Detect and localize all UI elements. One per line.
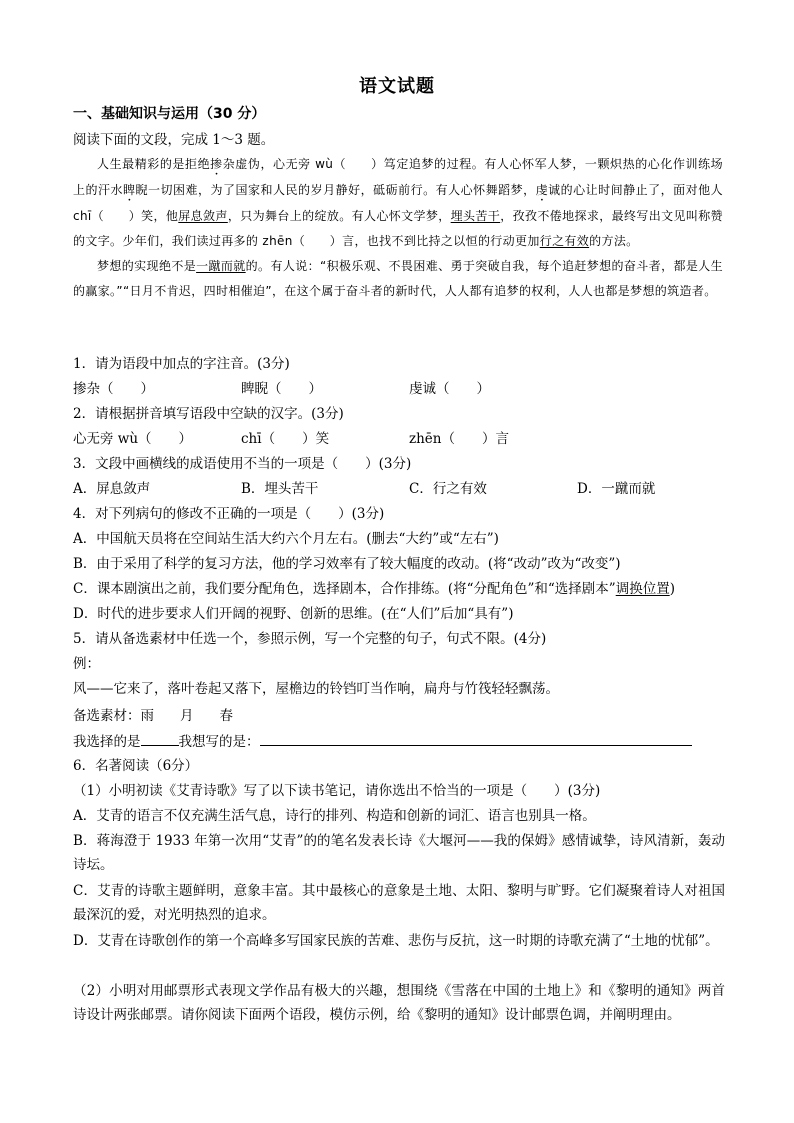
q3-option-c: C．行之有效 (409, 481, 487, 497)
q2-item: chī（ ）笑 (241, 431, 330, 447)
question-3-options (73, 479, 655, 499)
question-1-items (73, 379, 490, 399)
section-intro: 阅读下面的文段，完成 1～3 题。 (73, 132, 275, 148)
q5-example-label: 例： (73, 656, 100, 672)
q1-item: 睥睨（ ） (241, 381, 322, 397)
underlined-idiom: 屏息敛声 (178, 209, 228, 223)
sentence-answer-blank[interactable] (260, 731, 692, 746)
material-choice-blank[interactable] (141, 731, 179, 746)
section-heading: 一、基础知识与运用（30 分） (73, 106, 266, 122)
dotted-char: 掺 (210, 157, 223, 171)
q5-example: 风——它来了，落叶卷起又落下，屋檐边的铃铛叮当作响，扁舟与竹筏轻轻飘荡。 (73, 681, 559, 697)
q1-item: 虔诚（ ） (409, 381, 490, 397)
reading-passage (73, 152, 723, 304)
q4-option-a: A．中国航天员将在空间站生活大约六个月左右。(删去“大约”或“左右”) (73, 531, 499, 547)
q2-item: zhēn（ ）言 (409, 431, 509, 447)
question-6-stem: 6．名著阅读（6分） (73, 758, 199, 774)
q3-option-d: D．一蹴而就 (577, 481, 656, 497)
dotted-char: 虔 (535, 183, 549, 197)
q6-sub1-stem: （1）小明初读《艾青诗歌》写了以下读书笔记，请你选出不恰当的一项是（ ）(3分) (73, 783, 601, 799)
question-2-stem: 2．请根据拼音填写语段中空缺的汉字。(3分) (73, 406, 344, 422)
underlined-idiom: 埋头苦干 (450, 209, 501, 223)
q1-item: 掺杂（ ） (73, 381, 154, 397)
q4-option-d: D．时代的进步要求人们开阔的视野、创新的思维。(在“人们”后加“具有”) (73, 606, 514, 622)
underlined-idiom: 行之有效 (539, 234, 590, 248)
q5-materials: 备选素材：雨 月 春 (73, 708, 233, 724)
q4-option-c: C．课本剧演出之前，我们要分配角色，选择剧本，合作排练。(将“分配角色”和“选择剧本”调换位置) (73, 581, 675, 597)
q6-option-d: D．艾青在诗歌创作的第一个高峰多写国家民族的苦难、悲伤与反抗，这一时期的诗歌充满了“土地的忧郁”。 (73, 933, 719, 949)
passage-paragraph-1: 人生最精彩的是拒绝掺杂虚伪，心无旁 wù（ ）笃定追梦的过程。有人心怀军人梦，一颗炽热的心化作训练场上的汗水睥睨一切困难，为了国家和人民的岁月静好，砥砺前行。有人心怀舞蹈梦，虔诚的心让时间静止了，面对他人 chī（ ）笑，他屏息敛声，只为舞台上的绽放。有人心怀文学梦，埋头苦干，孜孜不倦地探求，最终写出文见叫称赞的文字。少年们，我们读过再多的 zhēn（ ）言，也找不到比持之以恒的行动更加行之有效的方法。 (73, 157, 724, 248)
q4-option-b: B．由于采用了科学的复习方法，他的学习效率有了较大幅度的改动。(将“改动”改为“改变”) (73, 556, 621, 572)
q6-option-c: C．艾青的诗歌主题鲜明，意象丰富。其中最核心的意象是土地、太阳、黎明与旷野。它们凝聚着诗人对祖国最深沉的爱，对光明热烈的追求。 (73, 883, 725, 923)
q6-option-b: B．蒋海澄于 1933 年第一次用“艾青”的的笔名发表长诗《大堰河——我的保姆》感情诚挚，诗风清新，轰动诗坛。 (73, 833, 725, 873)
question-1-stem: 1．请为语段中加点的字注音。(3分) (73, 356, 290, 372)
q2-item: 心无旁 wù（ ） (73, 431, 193, 447)
question-5-stem: 5．请从备选素材中任选一个，参照示例，写一个完整的句子，句式不限。(4分) (73, 631, 547, 647)
q3-option-a: A．屏息敛声 (73, 481, 151, 497)
q6-option-a: A．艾青的语言不仅充满生活气息，诗行的排列、构造和创新的词汇、语言也别具一格。 (73, 808, 596, 824)
q6-sub2-stem: （2）小明对用邮票形式表现文学作品有极大的兴趣，想围绕《雪落在中国的土地上》和《黎明的通知》两首诗设计两张邮票。请你阅读下面两个语段，模仿示例，给《黎明的通知》设计邮票色调，并阐明理由。 (73, 983, 725, 1023)
question-2-items (73, 429, 509, 449)
question-4-stem: 4．对下列病句的修改不正确的一项是（ ）(3分) (73, 506, 385, 522)
q3-option-b: B．埋头苦干 (241, 481, 319, 497)
page-title: 语文试题 (359, 76, 435, 97)
passage-paragraph-2: 梦想的实现绝不是一蹴而就的。有人说：“积极乐观、不畏困难、勇于突破自我，每个追赶梦想的奋斗者，都是人生的赢家。”“日月不肯迟，四时相催迫”，在这个属于奋斗者的新时代，人人都有追梦的权利，人人也都是梦想的筑造者。 (73, 259, 723, 298)
underlined-idiom: 一蹴而就 (196, 259, 246, 273)
question-3-stem: 3．文段中画横线的成语使用不当的一项是（ ）(3分) (73, 456, 412, 472)
dotted-char: 睥 (123, 183, 136, 197)
q5-answer-line: 我选择的是 我想写的是： (73, 731, 692, 752)
